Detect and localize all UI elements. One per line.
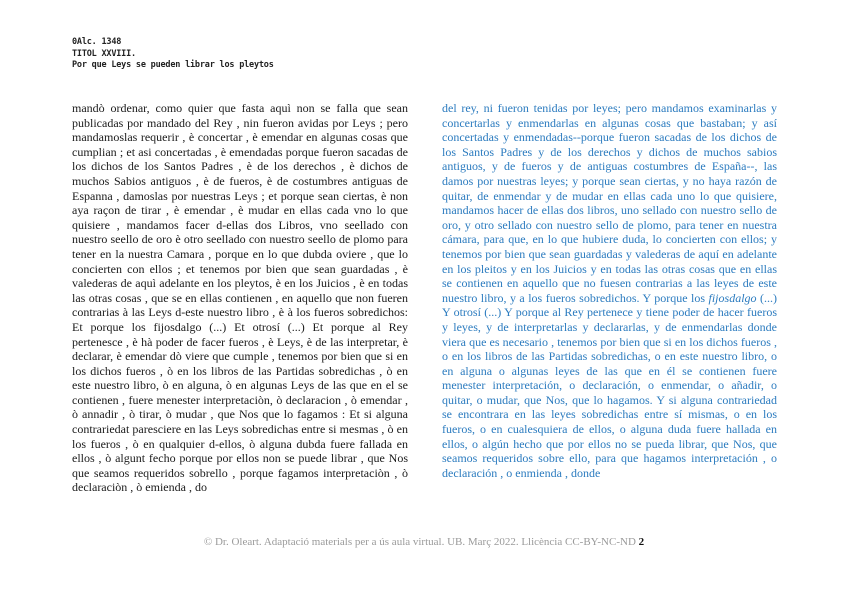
translation-text-part2: (...) Y otrosí (...) Y porque al Rey pertenece y tiene poder de hacer fueros y leyes, y de interpretarlas y declararlas, y de enmendarlas donde viera que es necesario , tenemos por bien que si en los dichos fueros , o en los libros de las Partidas sobredichas, o en este nuestro libro, o en alguna o algunas leyes de las que en él se contienen fuere menester interpretación, o declaración, o enmendar, o añadir, o quitar, o mudar, que Nos, que lo hagamos. Y si alguna contrariedad se encontrara en las leyes sobredichas entre sí mismas, o en los fueros, o en cualesquiera de ellos, o alguna duda fuere hallada en ellos, o algún hecho que por ellos no se pueda librar, que Nos, que seamos requeridos sobre ello, para que hagamos interpretación , o declaración , o enmienda , donde <box>442 290 778 480</box>
page-footer <box>0 536 848 548</box>
original-text-column <box>72 101 408 495</box>
footer-license: © Dr. Oleart. Adaptació materials per a ús aula virtual. UB. Març 2022. Llicència CC-BY-NC-ND <box>203 536 636 548</box>
original-text: mandò ordenar, como quier que fasta aquì non se falla que sean publicadas por mandado del Rey , nin fueron avidas por Leys ; pero mandamoslas requerir , è concertar , è emendar en algunas cosas que cumplian ; et asi concertadas , è emendadas porque fueron sacadas de los dichos de los Santos Padres , è de los derechos , è dichos de muchos Sabios antiguos , è de fueros, è de costumbres antiguas de Espanna , damoslas por nuestras Leys ; et porque sean ciertas, è non aya raçon de tirar , è emendar , è mudar en ellas cada vno lo que quisiere , mandamos facer d-ellas dos Libros, vno seellado con nuestro seello de oro è otro seellado con nuestro seello de plomo para tener en la nuestra Camara , porque en lo que dubda oviere , que lo concierten con ellos ; et tenemos por bien que sean guardadas , è valederas de aquì adelante en los pleytos, è en los Juicios , è en todas las otras cosas , que se en ellas contienen , en aquello que non fueren contrarias à las Leys d-este nuestro libro , è à los fueros sobredichos: Et porque los fijosdalgo (...) Et otrosí (...) Et porque al Rey pertenesce , è hà poder de facer fueros , è Leys, è de las interpretar, è declarar, è emendar dò viere que cumple , tenemos por bien que si en los dichos fueros , ò en los libros de las Partidas sobredichas , ò en este nuestro libro, ò en alguna, ò en algunas Leys de las que en el se contienen , fuere menester interpretaciòn, ò declaracion , ò emendar , ò annadir , ò tirar, ò mudar , que Nos que lo fagamos : Et si alguna contrariedat paresciere en las Leys sobredichas entre si mesmas , ò en los fueros , ò en qualquier d-ellos, ò alguna dubda fuere fallada en ellos , ò algunt fecho porque por ellos non se puede librar , que Nos que seamos requeridos sobrello , porque fagamos interpretaciòn , ò declaraciòn , ò emienda , do <box>72 101 408 495</box>
page-number: 2 <box>638 536 645 548</box>
translation-column <box>442 101 777 480</box>
translation-italic-term: fijosdalgo <box>708 290 757 305</box>
document-header <box>72 37 274 72</box>
translation-text <box>442 101 777 480</box>
translation-text-part1: del rey, ni fueron tenidas por leyes; pero mandamos examinarlas y concertarlas y enmendarlas en algunas cosas que bastaban; y así concertadas y enmendadas--porque fueron sacadas de los dichos de los Santos Padres y de los derechos y dichos de muchos sabios antiguos, y de fueros y de antiguas costumbres de España--, las damos por nuestras leyes; y porque sean ciertas, y no haya razón de quitar, de enmendar y de mudar en ellas cada uno lo que quisiere, mandamos hacer de ellas dos libros, uno sellado con nuestro sello de oro, y otro sellado con nuestro sello de plomo, para tener en nuestra cámara, para que, en lo que hubiere duda, lo concierten con ellos; y tenemos por bien que sean guardadas y valederas de aquí en adelante en los pleitos y en los Juicios y en todas las otras cosas que en ellas se contienen en aquello que no fuesen contrarias a las leyes de este nuestro libro, y a los fueros sobredichos. Y porque los <box>442 101 777 305</box>
header-title: TITOL XXVIII. <box>72 48 136 59</box>
header-subtitle: Por que Leys se pueden librar los pleytos <box>72 60 274 70</box>
header-reference: 0Alc. 1348 <box>72 37 122 47</box>
